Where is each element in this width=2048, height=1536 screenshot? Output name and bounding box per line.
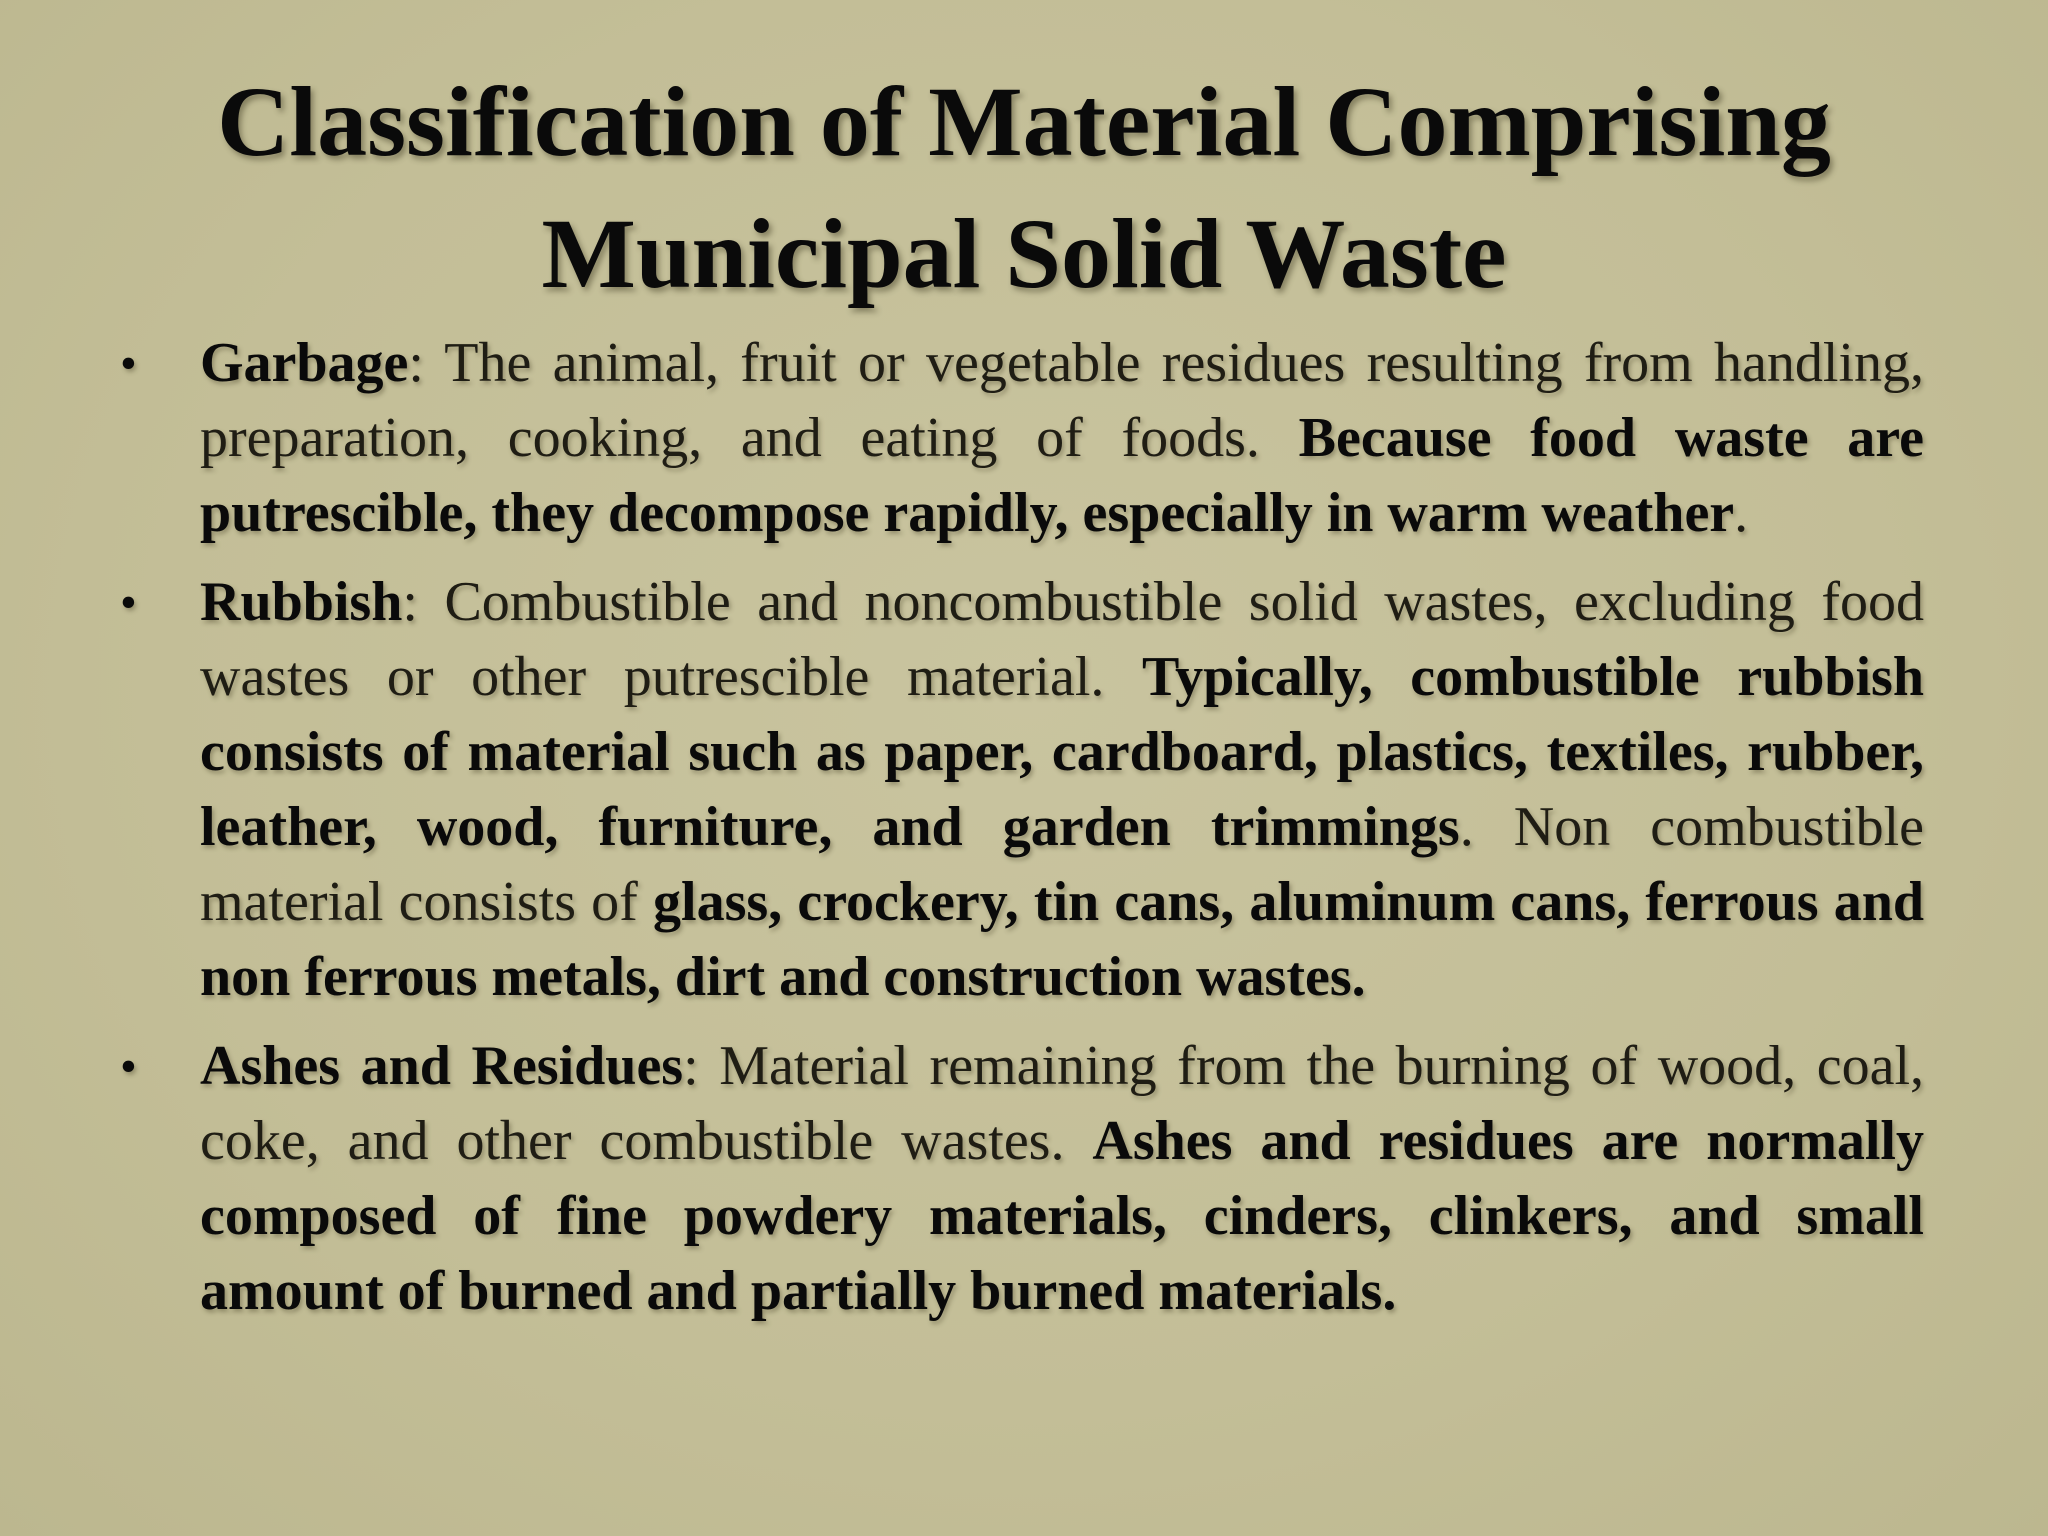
bullet-end: .: [1734, 482, 1749, 544]
bullet-dot-icon: •: [120, 337, 137, 390]
bullet-dot-icon: •: [120, 1040, 137, 1093]
bullet-emphasis-2: glass, crockery, tin cans, aluminum cans, ferrous and non ferrous metals, dirt and construction wastes.: [200, 871, 1924, 1008]
slide-title: [0, 56, 2048, 320]
bullet-dot-icon: •: [120, 576, 137, 629]
bullet-term: Ashes and Residues: [200, 1035, 684, 1097]
bullet-emphasis: Ashes and residues are normally composed of fine powdery materials, cinders, clinkers, and small amount of burned and partially burned materials.: [200, 1110, 1924, 1322]
slide-title-line-1: Classification of Material Comprising: [217, 66, 1831, 177]
bullet-garbage: [120, 326, 1925, 551]
bullet-description: Combustible and noncombustible solid wastes, excluding food wastes or other putrescible material.: [200, 571, 1925, 708]
bullet-separator: :: [402, 571, 445, 633]
bullet-ashes-and-residues: [120, 1029, 1924, 1329]
slide-title-line-2: Municipal Solid Waste: [541, 198, 1507, 309]
bullet-emphasis: Typically, combustible rubbish consists of material such as paper, cardboard, plastics, textiles, rubber, leather, wood, furniture, and garden trimmings: [200, 646, 1924, 858]
bullet-rubbish: [120, 565, 1925, 1015]
bullet-separator: :: [408, 332, 445, 394]
bullet-separator: :: [683, 1035, 720, 1097]
bullet-list: [120, 326, 1925, 1343]
bullet-description: Material remaining from the burning of wood, coal, coke, and other combustible wastes.: [200, 1035, 1924, 1172]
bullet-term: Rubbish: [200, 571, 403, 633]
bullet-term: Garbage: [200, 332, 409, 394]
bullet-description: The animal, fruit or vegetable residues resulting from handling, preparation, cooking, and eating of foods.: [200, 332, 1924, 469]
bullet-middle-text: . Non combustible material consists of: [200, 796, 1924, 933]
bullet-emphasis: Because food waste are putrescible, they decompose rapidly, especially in warm weather: [200, 407, 1925, 544]
